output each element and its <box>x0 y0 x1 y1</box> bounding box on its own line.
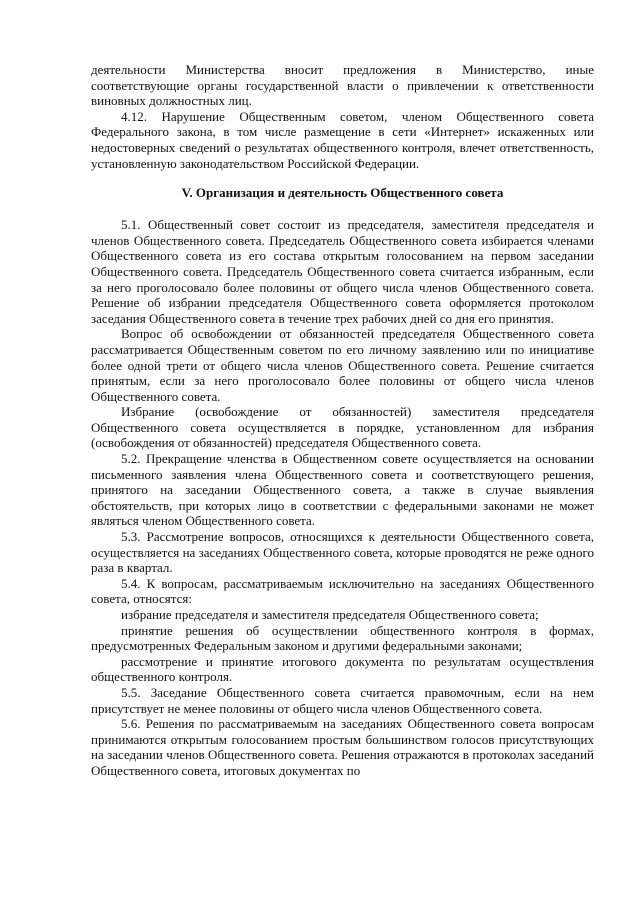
paragraph-5-1: 5.1. Общественный совет состоит из председателя, заместителя председателя и членов Общественного совета. Председатель Общественного совета избирается членами Общественного совета из его состава открытым голосованием на первом заседании Общественного совета. Председатель Общественного совета считается избранным, если за него проголосовало более половины от общего числа членов Общественного совета. Решение об избрании председателя Общественного совета оформляется протоколом заседания Общественного совета в течение трех рабочих дней со дня его принятия. <box>91 217 594 326</box>
paragraph-5-6: 5.6. Решения по рассматриваемым на заседаниях Общественного совета вопросам принимаются открытым голосованием простым большинством голосов присутствующих на заседании членов Общественного совета. Решения отражаются в протоколах заседаний Общественного совета, итоговых документах по <box>91 716 594 778</box>
section-title: V. Организация и деятельность Общественного совета <box>181 185 504 201</box>
list-item-election: избрание председателя и заместителя председателя Общественного совета; <box>121 607 539 622</box>
paragraph-4-12: 4.12. Нарушение Общественным советом, членом Общественного совета Федерального закона, в том числе размещение в сети «Интернет» искаженных или недостоверных сведений о результатах общественного контроля, влечет ответственность, установленную законодательством Российской Федерации. <box>91 108 594 171</box>
paragraph-5-4: 5.4. К вопросам, рассматриваемым исключительно на заседаниях Общественного совета, относятся: <box>91 575 594 607</box>
paragraph-5-3: 5.3. Рассмотрение вопросов, относящихся к деятельности Общественного совета, осуществляется на заседаниях Общественного совета, которые проводятся не реже одного раза в квартал. <box>91 529 594 576</box>
paragraph-5-2: 5.2. Прекращение членства в Общественном совете осуществляется на основании письменного заявления члена Общественного совета и соответствующего решения, принятого на заседании Общественного совета, а также в случае выявления обстоятельств, при которых лицо в соответствии с федеральными законами не может являться членом Общественного совета. <box>91 451 594 529</box>
list-item-final-document: рассмотрение и принятие итогового документа по результатам осуществления общественного контроля. <box>91 653 594 685</box>
paragraph-continuation: деятельности Министерства вносит предложения в Министерство, иные соответствующие органы государственной власти о привлечении к ответственности виновных должностных лиц. <box>91 62 594 109</box>
paragraph-5-5: 5.5. Заседание Общественного совета считается правомочным, если на нем присутствует не менее половины от общего числа членов Общественного совета. <box>91 684 594 716</box>
list-item-control-decision: принятие решения об осуществлении общественного контроля в формах, предусмотренных Федеральным законом и другими федеральными законами; <box>91 622 594 654</box>
paragraph-deputy-election: Избрание (освобождение от обязанностей) заместителя председателя Общественного совета осуществляется в порядке, установленном для избрания (освобождения от обязанностей) председателя Общественного совета. <box>91 404 594 451</box>
paragraph-chair-release: Вопрос об освобождении от обязанностей председателя Общественного совета рассматривается Общественным советом по его личному заявлению или по инициативе более одной трети от общего числа членов Общественного совета. Решение считается принятым, если за него проголосовало более половины от общего числа членов Общественного совета. <box>91 326 594 404</box>
